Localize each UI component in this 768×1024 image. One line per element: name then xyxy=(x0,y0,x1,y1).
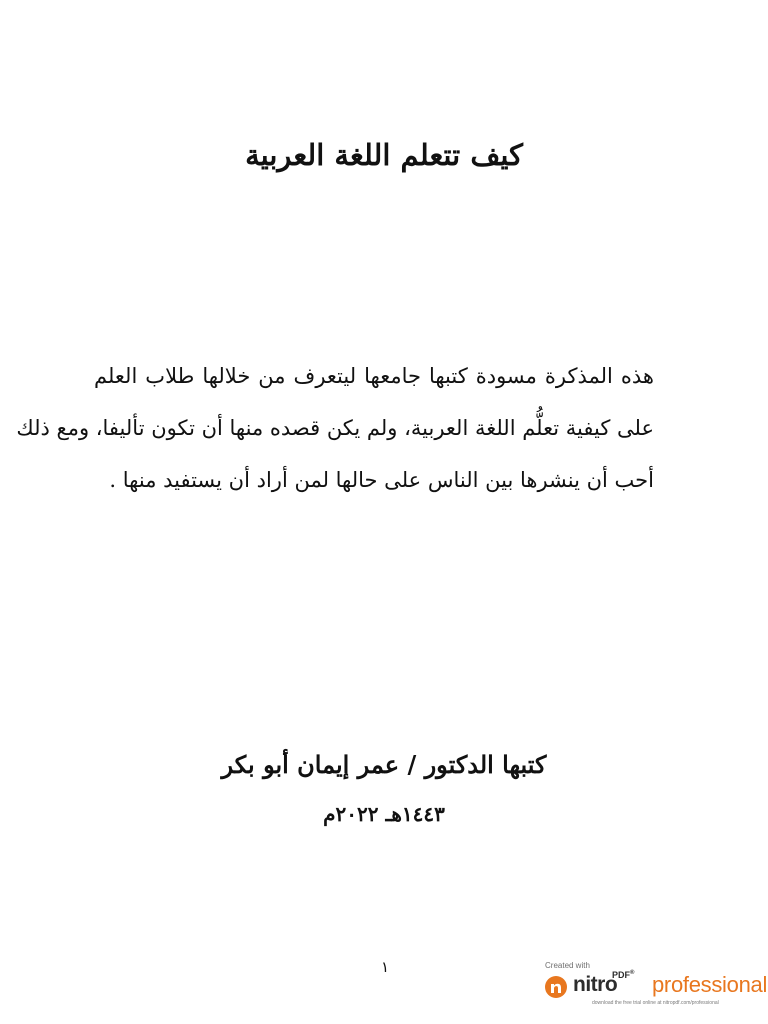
author-line: كتبها الدكتور / عمر إيمان أبو بكر xyxy=(221,750,547,779)
nitro-pdf-badge xyxy=(544,961,768,1011)
badge-created-with: Created with xyxy=(545,961,590,970)
date-line: ١٤٤٣هـ ٢٠٢٢م xyxy=(323,802,445,826)
body-line-2: على كيفية تعلُّم اللغة العربية، ولم يكن قصده منها أن تكون تأليفا، ومع ذلك xyxy=(16,416,654,440)
badge-footer-link[interactable]: download the free trial online at nitropdf.com/professional xyxy=(592,1000,719,1006)
badge-edition: professional xyxy=(652,972,768,997)
badge-pdf-label xyxy=(612,970,634,980)
document-body xyxy=(16,350,654,506)
page-number: ١ xyxy=(380,958,390,976)
nitro-logo-icon xyxy=(544,975,568,999)
badge-brand: nitro xyxy=(573,973,618,996)
body-line-1: هذه المذكرة مسودة كتبها جامعها ليتعرف من خلالها طلاب العلم xyxy=(94,364,654,388)
document-title: كيف تتعلم اللغة العربية xyxy=(245,138,523,172)
badge-reg-mark: ® xyxy=(630,970,635,976)
badge-pdf-text: PDF xyxy=(612,970,630,980)
body-line-3: أحب أن ينشرها بين الناس على حالها لمن أراد أن يستفيد منها . xyxy=(109,468,654,492)
